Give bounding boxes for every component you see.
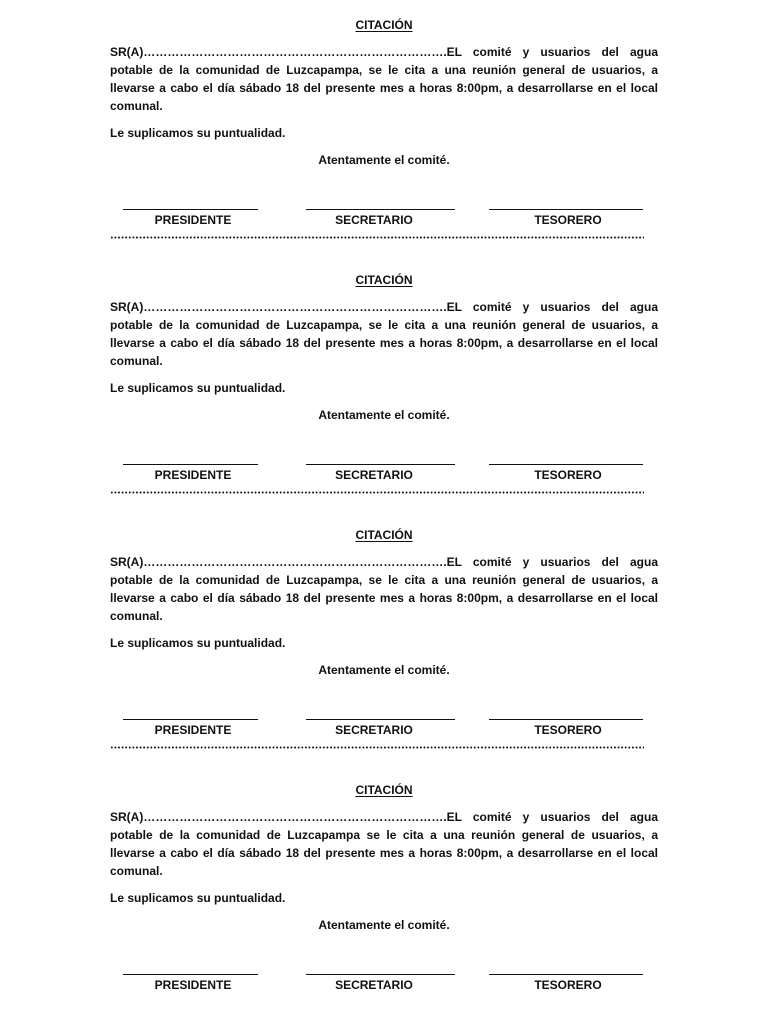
citation-title-text: CITACIÓN bbox=[355, 273, 413, 287]
signature-line-secretary bbox=[306, 719, 455, 720]
body-line: potable de la comunidad de Luzcapampa, se le cita a una reunión general de usuarios, a bbox=[110, 318, 658, 332]
citation-body bbox=[110, 43, 658, 115]
citation-title-text: CITACIÓN bbox=[355, 18, 413, 32]
signature-line-secretary bbox=[306, 464, 455, 465]
signatory-label-treasurer: TESORERO bbox=[534, 213, 602, 227]
signatory-label-president: PRESIDENTE bbox=[154, 468, 232, 482]
signatory-label-secretary: SECRETARIO bbox=[335, 723, 413, 737]
dotted-separator bbox=[110, 491, 644, 494]
signatory-label-treasurer: TESORERO bbox=[534, 978, 602, 992]
body-line: potable de la comunidad de Luzcapampa, se le cita a una reunión general de usuarios, a bbox=[110, 573, 658, 587]
citation-title-text: CITACIÓN bbox=[355, 528, 413, 542]
citation-body bbox=[110, 808, 658, 880]
sign-off: Atentamente el comité. bbox=[318, 918, 450, 932]
closing-request: Le suplicamos su puntualidad. bbox=[110, 381, 286, 395]
body-line: llevarse a cabo el día sábado 18 del presente mes a horas 8:00pm, a desarrollarse en el local bbox=[110, 846, 658, 860]
signature-line-treasurer bbox=[489, 719, 643, 720]
closing-request: Le suplicamos su puntualidad. bbox=[110, 891, 286, 905]
signatory-label-president: PRESIDENTE bbox=[154, 213, 232, 227]
signature-line-secretary bbox=[306, 974, 455, 975]
dotted-separator bbox=[110, 746, 644, 749]
body-line: llevarse a cabo el día sábado 18 del presente mes a horas 8:00pm, a desarrollarse en el local bbox=[110, 336, 658, 350]
body-line: SR(A)………………………………………………………………….EL comité y usuarios del agua bbox=[110, 810, 658, 824]
body-line: comunal. bbox=[110, 99, 163, 113]
citation-body bbox=[110, 298, 658, 370]
body-line: llevarse a cabo el día sábado 18 del presente mes a horas 8:00pm, a desarrollarse en el local bbox=[110, 591, 658, 605]
citation-title-text: CITACIÓN bbox=[355, 783, 413, 797]
signature-line-president bbox=[123, 719, 258, 720]
signature-line-president bbox=[123, 464, 258, 465]
signatory-label-president: PRESIDENTE bbox=[154, 723, 232, 737]
body-line: potable de la comunidad de Luzcapampa se le cita a una reunión general de usuarios, a bbox=[110, 828, 658, 842]
signatory-label-president: PRESIDENTE bbox=[154, 978, 232, 992]
dotted-separator bbox=[110, 236, 644, 239]
signature-line-treasurer bbox=[489, 974, 643, 975]
citation-block bbox=[0, 255, 768, 510]
citation-block bbox=[0, 0, 768, 255]
citation-block bbox=[0, 765, 768, 1020]
signature-line-president bbox=[123, 974, 258, 975]
citation-block bbox=[0, 510, 768, 765]
citation-body bbox=[110, 553, 658, 625]
sign-off: Atentamente el comité. bbox=[318, 408, 450, 422]
citation-title bbox=[0, 782, 768, 798]
signature-line-secretary bbox=[306, 209, 455, 210]
body-line: comunal. bbox=[110, 609, 163, 623]
signature-line-treasurer bbox=[489, 464, 643, 465]
body-line: potable de la comunidad de Luzcapampa, se le cita a una reunión general de usuarios, a bbox=[110, 63, 658, 77]
body-line: SR(A)………………………………………………………………….EL comité y usuarios del agua bbox=[110, 555, 658, 569]
citation-title bbox=[0, 527, 768, 543]
body-line: comunal. bbox=[110, 354, 163, 368]
closing-request: Le suplicamos su puntualidad. bbox=[110, 636, 286, 650]
signatory-label-secretary: SECRETARIO bbox=[335, 468, 413, 482]
citation-title bbox=[0, 17, 768, 33]
signatory-label-treasurer: TESORERO bbox=[534, 723, 602, 737]
citation-title bbox=[0, 272, 768, 288]
body-line: llevarse a cabo el día sábado 18 del presente mes a horas 8:00pm, a desarrollarse en el local bbox=[110, 81, 658, 95]
body-line: comunal. bbox=[110, 864, 163, 878]
body-line: SR(A)………………………………………………………………….EL comité y usuarios del agua bbox=[110, 45, 658, 59]
sign-off: Atentamente el comité. bbox=[318, 663, 450, 677]
signature-line-treasurer bbox=[489, 209, 643, 210]
closing-request: Le suplicamos su puntualidad. bbox=[110, 126, 286, 140]
signatory-label-secretary: SECRETARIO bbox=[335, 213, 413, 227]
signature-line-president bbox=[123, 209, 258, 210]
body-line: SR(A)………………………………………………………………….EL comité y usuarios del agua bbox=[110, 300, 658, 314]
signatory-label-treasurer: TESORERO bbox=[534, 468, 602, 482]
signatory-label-secretary: SECRETARIO bbox=[335, 978, 413, 992]
sign-off: Atentamente el comité. bbox=[318, 153, 450, 167]
